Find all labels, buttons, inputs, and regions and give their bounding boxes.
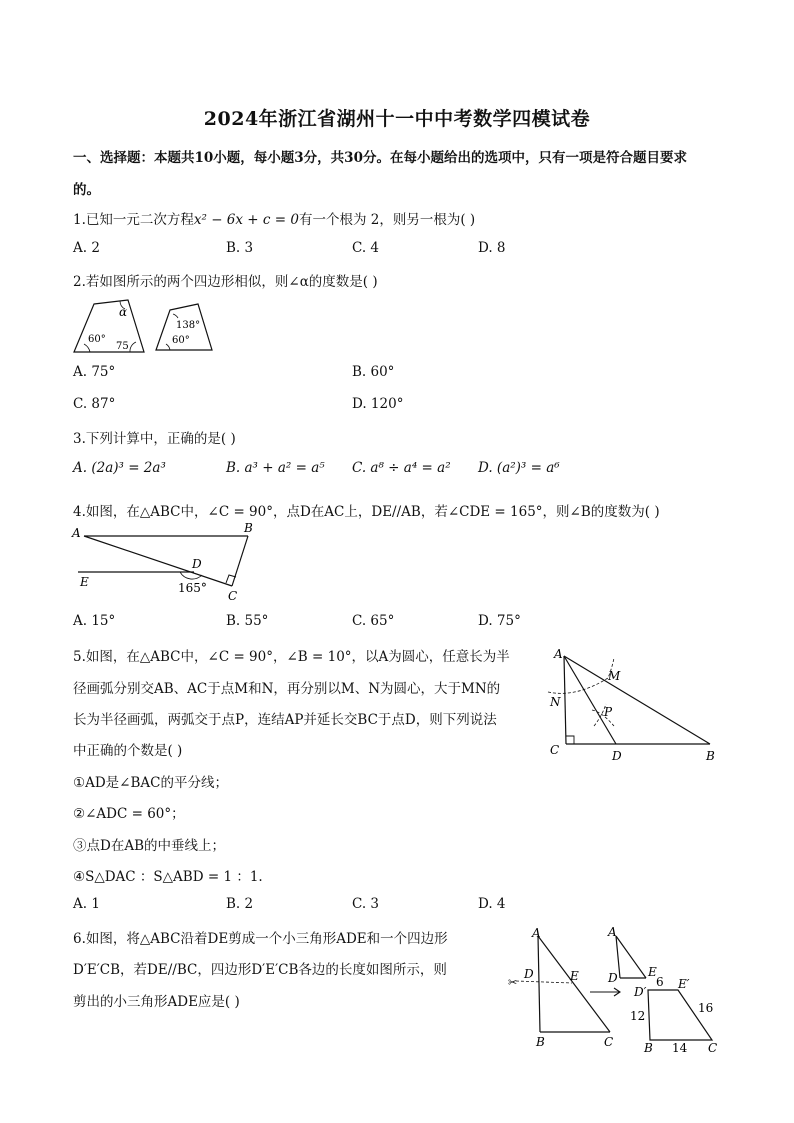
q6-label-e2: E: [648, 965, 657, 979]
q2-figure: [70, 296, 220, 358]
q1-stem-b: 有一个根为 2，则另一根为( ): [298, 212, 476, 228]
q4-label-a: A: [72, 526, 81, 540]
q5-line4: 中正确的个数是( ): [73, 743, 183, 759]
q2-arc-60: [84, 344, 90, 352]
q6-label-b3: B: [644, 1041, 653, 1055]
q6-label-b: B: [536, 1035, 545, 1049]
q5-item1: ①AD是∠BAC的平分线；: [73, 775, 228, 791]
q5-label-b: B: [706, 749, 715, 763]
q2-label-60: 60°: [88, 334, 106, 345]
q1-option-d[interactable]: D. 8: [478, 240, 506, 256]
q2-arc-138: [173, 314, 178, 318]
q2-label-alpha: α: [119, 305, 128, 319]
q5-figure: [542, 646, 722, 766]
q5-line-ac: [564, 656, 566, 744]
q6-line-ab: [538, 936, 540, 1032]
q6-length-12: 12: [630, 1009, 646, 1023]
q2-arc-75: [130, 342, 136, 352]
q6-line-ac: [538, 936, 610, 1032]
q4-angle-arc: [180, 572, 202, 579]
q6-cut-line: [516, 981, 572, 983]
q5-label-p: P: [604, 705, 613, 719]
q2-label-60b: 60°: [172, 335, 190, 346]
q6-length-16: 16: [698, 1001, 714, 1015]
q2-label-138: 138°: [176, 320, 201, 331]
q5-line1: 5.如图，在△ABC中，∠C = 90°，∠B = 10°，以A为圆心，任意长为半: [73, 649, 510, 665]
q3-option-c[interactable]: C. a⁸ ÷ a⁴ = a²: [352, 460, 451, 476]
q6-line2: D′E′CB，若DE//BC，四边形D′E′CB各边的长度如图所示，则: [73, 962, 447, 978]
q2-stem: 2.若如图所示的两个四边形相似，则∠α的度数是( ): [73, 274, 378, 290]
q4-label-d: D: [192, 557, 202, 571]
q1-option-c[interactable]: C. 4: [352, 240, 380, 256]
q1-stem-a: 1.已知一元二次方程: [73, 212, 194, 228]
q6-label-e: E: [570, 969, 579, 983]
section-heading-line1: 一、选择题：本题共10小题，每小题3分，共30分。在每小题给出的选项中，只有一项是符合题目要求: [73, 150, 687, 166]
q6-label-e3: E′: [678, 977, 690, 991]
q1-option-b[interactable]: B. 3: [226, 240, 254, 256]
q6-length-6: 6: [656, 975, 664, 989]
q5-option-b[interactable]: B. 2: [226, 896, 254, 912]
q3-option-a[interactable]: A. (2a)³ = 2a³: [73, 460, 166, 476]
q3-option-b[interactable]: B. a³ + a² = a⁵: [226, 460, 325, 476]
q2-label-75: 75: [116, 341, 129, 352]
q4-option-a[interactable]: A. 15°: [73, 613, 116, 629]
q2-arc-60b: [166, 344, 170, 350]
q5-option-a[interactable]: A. 1: [73, 896, 100, 912]
q4-label-angle: 165°: [178, 581, 207, 595]
section-heading-line2: 的。: [73, 182, 100, 198]
q6-small-ae: [616, 936, 646, 978]
q5-right-angle: [566, 736, 574, 744]
q4-option-b[interactable]: B. 55°: [226, 613, 269, 629]
q5-option-c[interactable]: C. 3: [352, 896, 380, 912]
q5-item4: ④S△DAC ：S△ABD = 1 ：1.: [73, 869, 263, 885]
q5-label-n: N: [550, 695, 561, 709]
q6-figure: [506, 924, 726, 1058]
q6-line1: 6.如图，将△ABC沿着DE剪成一个小三角形ADE和一个四边形: [73, 931, 448, 947]
q6-length-14: 14: [672, 1041, 688, 1055]
q4-label-b: B: [244, 521, 253, 535]
q4-option-c[interactable]: C. 65°: [352, 613, 395, 629]
q5-label-d: D: [612, 749, 622, 763]
q5-line3: 长为半径画弧，两弧交于点P，连结AP并延长交BC于点D，则下列说法: [73, 712, 497, 728]
q4-figure: [70, 520, 260, 606]
q2-option-d[interactable]: D. 120°: [352, 396, 404, 412]
q2-option-a[interactable]: A. 75°: [73, 364, 116, 380]
q4-label-c: C: [228, 589, 238, 603]
q5-label-c: C: [550, 743, 560, 757]
q6-label-a2: A: [608, 925, 617, 939]
q5-item2: ②∠ADC = 60°；: [73, 806, 185, 822]
q5-option-d[interactable]: D. 4: [478, 896, 506, 912]
q6-label-d: D: [524, 967, 534, 981]
q5-line2: 径画弧分别交AB、AC于点M和N，再分别以M、N为圆心，大于MN的: [73, 681, 501, 697]
q3-option-d[interactable]: D. (a²)³ = a⁶: [478, 460, 560, 476]
q6-label-c: C: [604, 1035, 614, 1049]
q1-formula: x² − 6x + c = 0: [193, 212, 299, 228]
q5-label-a: A: [554, 647, 563, 661]
q5-item3: ③点D在AB的中垂线上；: [73, 838, 225, 854]
q5-line-ab: [564, 656, 710, 744]
q6-label-d3: D′: [634, 985, 647, 999]
q1-stem: [73, 208, 475, 228]
q2-option-c[interactable]: C. 87°: [73, 396, 116, 412]
q4-line-ac: [84, 536, 232, 586]
q3-stem: 3.下列计算中，正确的是( ): [73, 431, 236, 447]
q5-arc-mn: [548, 658, 614, 693]
q6-label-a: A: [532, 926, 541, 940]
q5-label-m: M: [608, 669, 621, 683]
q4-line-bc: [232, 536, 248, 586]
page-title: 2024年浙江省湖州十一中中考数学四模试卷: [203, 108, 591, 130]
q4-option-d[interactable]: D. 75°: [478, 613, 521, 629]
q6-line3: 剪出的小三角形ADE应是( ): [73, 994, 240, 1010]
q4-label-e: E: [80, 575, 89, 589]
q6-scissors-icon: ✂: [508, 976, 518, 989]
q2-option-b[interactable]: B. 60°: [352, 364, 395, 380]
q6-quad: [648, 990, 712, 1040]
q4-stem: 4.如图，在△ABC中，∠C = 90°，点D在AC上，DE//AB，若∠CDE = 165°，则∠B的度数为( ): [73, 504, 660, 520]
q1-option-a[interactable]: A. 2: [73, 240, 100, 256]
q6-label-c3: C: [708, 1041, 718, 1055]
q6-label-d2: D: [608, 971, 618, 985]
